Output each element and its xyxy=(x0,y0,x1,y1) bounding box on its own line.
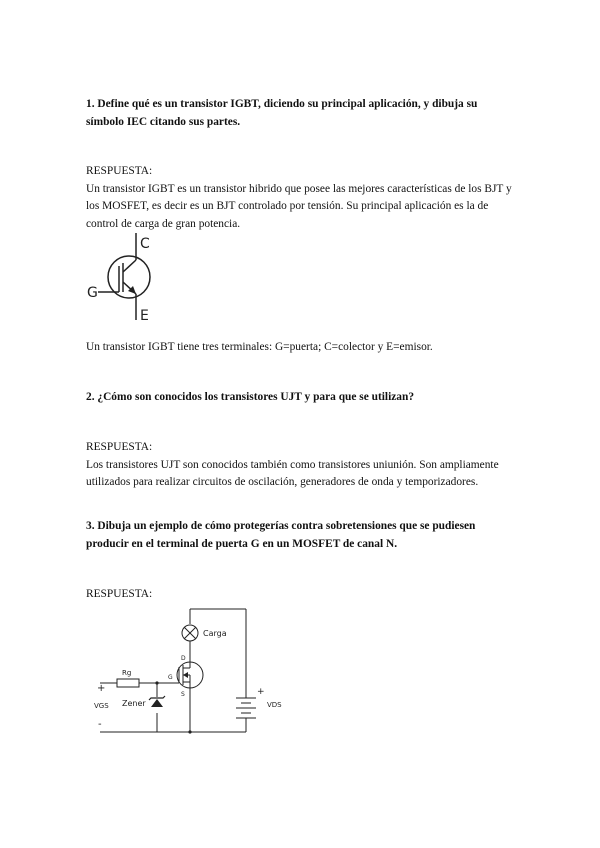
gate-terminal-label: G xyxy=(168,674,173,681)
vgs-minus-label: - xyxy=(98,719,102,730)
drain-label: D xyxy=(181,655,186,662)
vgs-label: VGS xyxy=(94,702,109,710)
question-2-text: 2. ¿Cómo son conocidos los transistores UJT y para que se utilizan? xyxy=(86,391,415,403)
zener-diode xyxy=(151,699,163,707)
igbt-symbol-diagram xyxy=(84,228,194,328)
vds-label: VDS xyxy=(267,701,282,709)
igbt-terminals xyxy=(86,339,516,357)
igbt-terminals-text: Un transistor IGBT tiene tres terminales: G=puerta; C=colector y E=emisor. xyxy=(86,341,433,353)
zener-label: Zener xyxy=(122,699,146,708)
question-3-text: 3. Dibuja un ejemplo de cómo protegerías contra sobretensiones que se pudiesen producir en el terminal de puerta G en un MOSFET de canal N. xyxy=(86,520,476,550)
mosfet-protection-circuit xyxy=(86,603,296,748)
question-3 xyxy=(86,518,516,553)
answer-1-label: RESPUESTA: xyxy=(86,165,153,177)
source-label: S xyxy=(181,691,185,698)
question-2 xyxy=(86,389,516,407)
answer-1 xyxy=(86,163,516,233)
gate-resistor xyxy=(117,679,139,687)
answer-3 xyxy=(86,586,516,604)
question-1 xyxy=(86,96,516,131)
vgs-plus-label: + xyxy=(97,683,106,694)
vds-plus-label: + xyxy=(257,687,265,697)
resistor-label: Rg xyxy=(122,669,132,677)
gate-label: G xyxy=(87,285,98,301)
answer-1-text: Un transistor IGBT es un transistor hibrido que posee las mejores características de los BJT y los MOSFET, es decir es un BJT controlado por tensión. Su principal aplicación es la de control de carga de gran potencia. xyxy=(86,182,512,230)
answer-3-label: RESPUESTA: xyxy=(86,588,153,600)
question-1-text: 1. Define qué es un transistor IGBT, diciendo su principal aplicación, y dibuja su símbolo IEC citando sus partes. xyxy=(86,98,478,128)
emitter-label: E xyxy=(140,308,149,324)
answer-2-label: RESPUESTA: xyxy=(86,441,153,453)
answer-2 xyxy=(86,439,516,492)
load-label: Carga xyxy=(203,629,227,638)
collector-label: C xyxy=(140,236,150,252)
mosfet-arrow xyxy=(183,672,188,678)
answer-2-text: Los transistores UJT son conocidos también como transistores uniunión. Son ampliamente utilizados para realizar circuitos de oscilación, generadores de onda y temporizadores. xyxy=(86,458,499,488)
